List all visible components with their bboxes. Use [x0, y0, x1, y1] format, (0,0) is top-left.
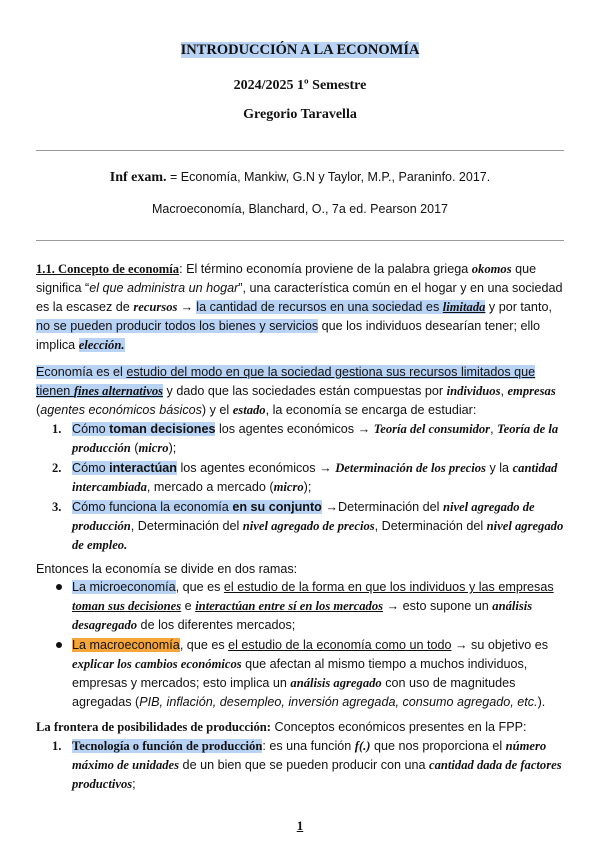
list-item: 1. Cómo toman decisiones los agentes económicos → Teoría del consumidor, Teoría de la producción (micro);: [52, 422, 559, 455]
page-number: 1: [296, 818, 304, 833]
concept-paragraph: 1.1. Concepto de economía: El término economía proviene de la palabra griega okomos que significa “el que administra un hogar”, una característica común en el hogar y en una sociedad es la escasez de recursos → la cantidad de recursos en una sociedad es limitada y por tanto, no se pueden producir todos los bienes y servicios que los individuos desearían tener; ello implica elección.: [36, 262, 563, 352]
branches-intro: Entonces la economía se divide en dos ramas:: [36, 562, 298, 576]
divider-top: [36, 150, 564, 151]
list-item: 1. Tecnología o función de producción: es una función f(.) que nos proporciona el número máximo de unidades de un bien que se pueden producir con una cantidad dada de factores productivos;: [52, 739, 562, 791]
fpp-paragraph: La frontera de posibilidades de producción: Conceptos económicos presentes en la FPP:: [36, 720, 527, 734]
reference-label: Inf exam.: [109, 170, 167, 185]
bullet-icon: [56, 642, 62, 648]
list-item-macro: La macroeconomía, que es el estudio de la economía como un todo → su objetivo es explicar los cambios económicos que afectan al mismo tiempo a muchos individuos, empresas y mercados; esto implica un análisis agregado con uso de magnitudes agregadas (PIB, inflación, desempleo, inversión agregada, consumo agregado, etc.).: [36, 636, 566, 712]
reference-line-2: Macroeconomía, Blanchard, O., 7a ed. Pearson 2017: [151, 202, 448, 216]
divider-bottom: [36, 240, 564, 241]
author-line: Gregorio Taravella: [243, 107, 357, 122]
list-item-micro: La microeconomía, que es el estudio de la forma en que los individuos y las empresas toman sus decisiones e interactúan entre sí en los mercados → esto supone un análisis desagregado de los diferentes mercados;: [36, 578, 566, 635]
bullet-icon: [56, 584, 62, 590]
section-heading: 1.1. Concepto de economía: [36, 262, 180, 276]
reference-text-1: = Economía, Mankiw, G.N y Taylor, M.P., Paraninfo. 2017.: [170, 170, 491, 184]
reference-line-1: [0, 170, 600, 186]
list-item: 2. Cómo interactúan los agentes económicos → Determinación de los precios y la cantidad intercambiada, mercado a mercado (micro);: [52, 461, 558, 494]
list-item: 3. Cómo funciona la economía en su conjunto →Determinación del nivel agregado de producción, Determinación del nivel agregado de precios, Determinación del nivel agregado de empleo.: [52, 500, 564, 552]
definition-paragraph: Economía es el estudio del modo en que la sociedad gestiona sus recursos limitados que tienen fines alternativos y dado que las sociedades están compuestas por individuos, empresas (agentes económicos básicos) y el estado, la economía se encarga de estudiar:: [36, 365, 556, 417]
document-title: INTRODUCCIÓN A LA ECONOMÍA: [180, 42, 420, 58]
term-line: 2024/2025 1º Semestre: [233, 78, 367, 93]
fpp-list: [36, 737, 566, 794]
study-list: [36, 420, 566, 555]
branches-list: [36, 578, 566, 712]
